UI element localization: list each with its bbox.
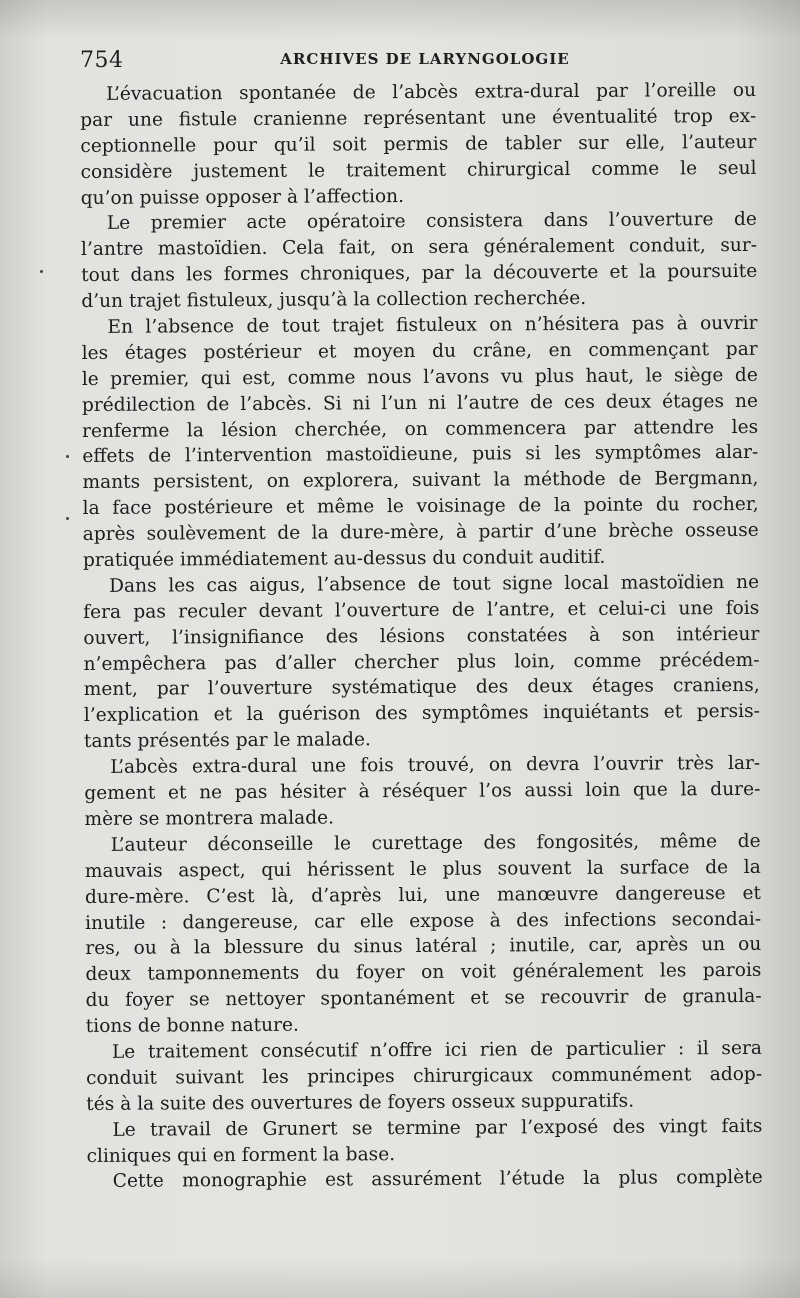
page-number: 754: [80, 48, 124, 73]
text-line: fera pas reculer devant l’ouverture de l’antre, et celui-ci une fois: [83, 597, 760, 623]
text-line: l’antre mastoïdien. Cela fait, on sera généralement conduit, sur-: [80, 235, 758, 261]
text-line: qu’on puisse opposer à l’affection.: [80, 185, 405, 209]
text-line: effets de l’intervention mastoïdieune, puis si les symptômes alar-: [82, 442, 759, 468]
text-line: conduit suivant les principes chirurgicaux communément adop-: [86, 1063, 763, 1089]
page-top-shadow: [0, 0, 800, 40]
text-line: ceptionnelle pour qu’il soit permis de tabler sur elle, l’auteur: [80, 131, 757, 157]
text-line: pratiquée immédiatement au-dessus du conduit auditif.: [82, 546, 606, 572]
text-line: l’explication et la guérison des symptômes inquiétants et persis-: [83, 701, 760, 727]
text-line: après soulèvement de la dure-mère, à partir d’une brèche osseuse: [82, 520, 759, 546]
text-line: gement et ne pas hésiter à réséquer l’os aussi loin que la dure-: [84, 778, 761, 805]
text-line: Cette monographie est assurément l’étude la plus complète: [112, 1167, 763, 1193]
text-line: renferme la lésion cherchée, on commencera par attendre les: [82, 416, 759, 442]
text-line: En l’absence de tout trajet fistuleux on n’hésitera pas à ouvrir: [107, 312, 758, 338]
margin-speck: [66, 455, 69, 458]
text-line: d’un trajet fistuleux, jusqu’à la collection recherchée.: [81, 288, 587, 313]
text-line: inutile : dangereuse, car elle expose à des infections secondai-: [85, 908, 762, 934]
text-line: mère se montrera malade.: [84, 807, 335, 830]
text-line: ment, par l’ouverture systématique des deux étages craniens,: [83, 675, 760, 701]
text-line: tants présentés par le malade.: [83, 729, 372, 753]
text-line: les étages postérieur et moyen du crâne, en commençant par: [81, 338, 758, 364]
text-line: deux tamponnements du foyer on voit généralement les parois: [85, 960, 762, 986]
text-line: la face postérieure et même le voisinage de la pointe du rocher,: [82, 494, 759, 520]
text-line: du foyer se nettoyer spontanément et se recouvrir de granula-: [85, 986, 762, 1012]
text-line: tout dans les formes chroniques, par la découverte et la poursuite: [81, 261, 758, 287]
text-line: L’évacuation spontanée de l’abcès extra-dural par l’oreille ou: [106, 79, 757, 105]
running-header: [80, 44, 760, 74]
margin-speck: [66, 517, 69, 520]
text-line: mants persistent, on explorera, suivant la méthode de Bergmann,: [82, 468, 759, 494]
text-line: Dans les cas aigus, l’absence de tout signe local mastoïdien ne: [109, 571, 760, 597]
text-line: prédilection de l’abcès. Si ni l’un ni l’autre de ces deux étages ne: [81, 390, 759, 416]
text-line: dure-mère. C’est là, d’après lui, une manœuvre dangereuse et: [84, 882, 762, 908]
text-line: L’auteur déconseille le curettage des fongosités, même de: [110, 830, 761, 856]
text-line: cliniques qui en forment la base.: [86, 1143, 396, 1167]
text-line: considère justement le traitement chirurgical comme le seul: [80, 157, 757, 183]
text-line: tions de bonne nature.: [85, 1014, 299, 1038]
text-line: le premier, qui est, comme nous l’avons vu plus haut, le siège de: [81, 364, 758, 390]
text-line: n’empêchera pas d’aller chercher plus loin, comme précédem-: [83, 649, 760, 675]
text-line: par une fistule cranienne représentant une éventualité trop ex-: [80, 105, 757, 131]
margin-speck: [40, 270, 43, 273]
running-title: ARCHIVES DE LARYNGOLOGIE: [280, 50, 570, 68]
text-line: res, ou à la blessure du sinus latéral ; inutile, car, après un ou: [85, 934, 762, 960]
page-bottom-shadow: [0, 1258, 800, 1298]
text-line: tés à la suite des ouvertures de foyers osseux suppuratifs.: [86, 1090, 635, 1115]
body-text: [80, 78, 763, 1195]
text-line: mauvais aspect, qui hérissent le plus souvent la surface de la: [84, 856, 761, 882]
text-line: Le premier acte opératoire consistera dans l’ouverture de: [106, 209, 757, 235]
text-line: Le travail de Grunert se termine par l’exposé des vingt faits: [112, 1115, 763, 1141]
text-line: Le traitement consécutif n’offre ici rien de particulier : il sera: [111, 1037, 762, 1063]
text-line: L’abcès extra-dural une fois trouvé, on devra l’ouvrir très lar-: [110, 753, 761, 778]
text-line: ouvert, l’insignifiance des lésions constatées à son intérieur: [83, 623, 760, 649]
